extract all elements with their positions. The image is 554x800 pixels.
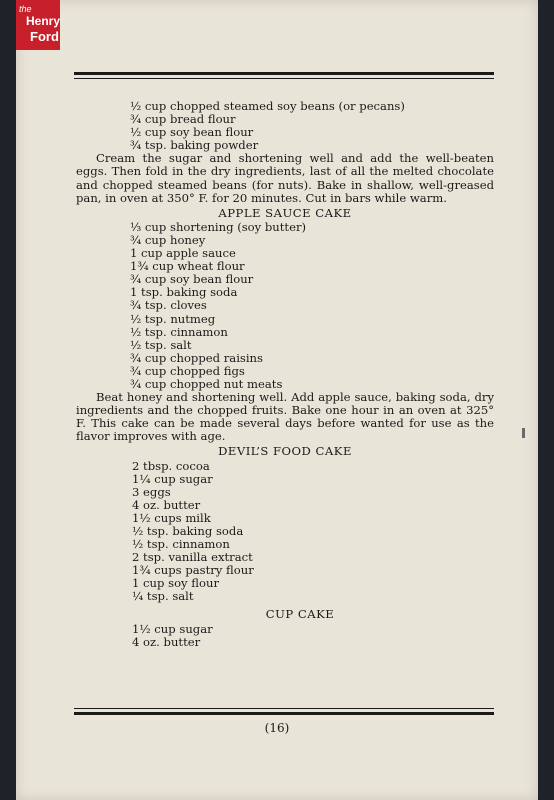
recipe-text (76, 100, 494, 649)
cup-cake-ingredients (76, 623, 494, 649)
ingredient-line: ½ tsp. baking soda (132, 524, 244, 538)
ingredient-line: 1¼ cup sugar (132, 471, 213, 486)
ingredient-line: 1¾ cup wheat flour (130, 259, 245, 274)
ingredient-line: ¼ tsp. salt (132, 589, 194, 604)
ingredient-line: 1½ cups milk (132, 510, 211, 525)
apple-sauce-cake-title: APPLE SAUCE CAKE (218, 205, 352, 220)
ingredient-line: ½ tsp. cinnamon (132, 537, 230, 552)
top-ingredient-list (76, 100, 494, 152)
apple-sauce-cake-ingredients (76, 221, 494, 391)
page-edge-mark (522, 428, 525, 438)
ingredient-line: ¾ cup chopped nut meats (130, 376, 283, 391)
ingredient-line: ¾ tsp. cloves (130, 298, 207, 313)
devils-food-cake-title: DEVIL’S FOOD CAKE (218, 444, 352, 459)
ingredient-line: ¾ cup soy bean flour (130, 272, 254, 287)
ingredient-line: ¾ cup honey (130, 232, 206, 247)
ingredient-line: ½ cup chopped steamed soy beans (or pecans) (130, 99, 405, 113)
ingredient-line: ½ tsp. salt (130, 337, 192, 352)
cup-cake-title: CUP CAKE (265, 606, 335, 621)
page-number: (16) (264, 721, 290, 735)
devils-food-cake-ingredients (76, 460, 494, 604)
ingredient-line: ½ tsp. cinnamon (130, 324, 228, 339)
ingredient-line: ¾ tsp. baking powder (130, 138, 259, 153)
ingredient-line: 2 tsp. vanilla extract (132, 550, 253, 565)
apple-sauce-cake-instructions: Beat honey and shortening well. Add apple sauce, baking soda, dry ingredients and the chopped fruits. Bake one hour in an oven at 325° F. This cake can be made several days before wanted for use as the flavor improves with age. (76, 390, 494, 444)
ingredient-line: 2 tbsp. cocoa (132, 458, 210, 473)
ingredient-line: 1 cup soy flour (132, 576, 220, 591)
intro-paragraph: Cream the sugar and shortening well and add the well-beaten eggs. Then fold in the dry ingredients, last of all the melted chocolate and chopped steamed beans (for nuts). Bake in shallow, well-greased pan, in oven at 350° F. for 20 minutes. Cut in bars while warm. (76, 151, 494, 205)
ingredient-line: 4 oz. butter (132, 634, 201, 649)
ingredient-line: 1¾ cups pastry flour (132, 563, 254, 578)
ingredient-line: 1½ cup sugar (132, 621, 213, 636)
ingredient-line: 3 eggs (132, 484, 171, 499)
book-page (16, 0, 538, 800)
henry-ford-logo: the Henry Ford (16, 0, 60, 50)
ingredient-line: ⅓ cup shortening (soy butter) (130, 219, 307, 234)
top-double-rule (74, 72, 494, 79)
ingredient-line: ¾ cup bread flour (130, 112, 236, 127)
ingredient-line: ½ tsp. nutmeg (130, 311, 216, 326)
ingredient-line: ¾ cup chopped raisins (130, 350, 263, 365)
ingredient-line: ¾ cup chopped figs (130, 363, 245, 378)
ingredient-line: 4 oz. butter (132, 497, 201, 512)
ingredient-line: ½ cup soy bean flour (130, 125, 254, 140)
ingredient-line: 1 tsp. baking soda (130, 285, 238, 300)
bottom-double-rule (74, 708, 494, 715)
ingredient-line: 1 cup apple sauce (130, 246, 236, 261)
